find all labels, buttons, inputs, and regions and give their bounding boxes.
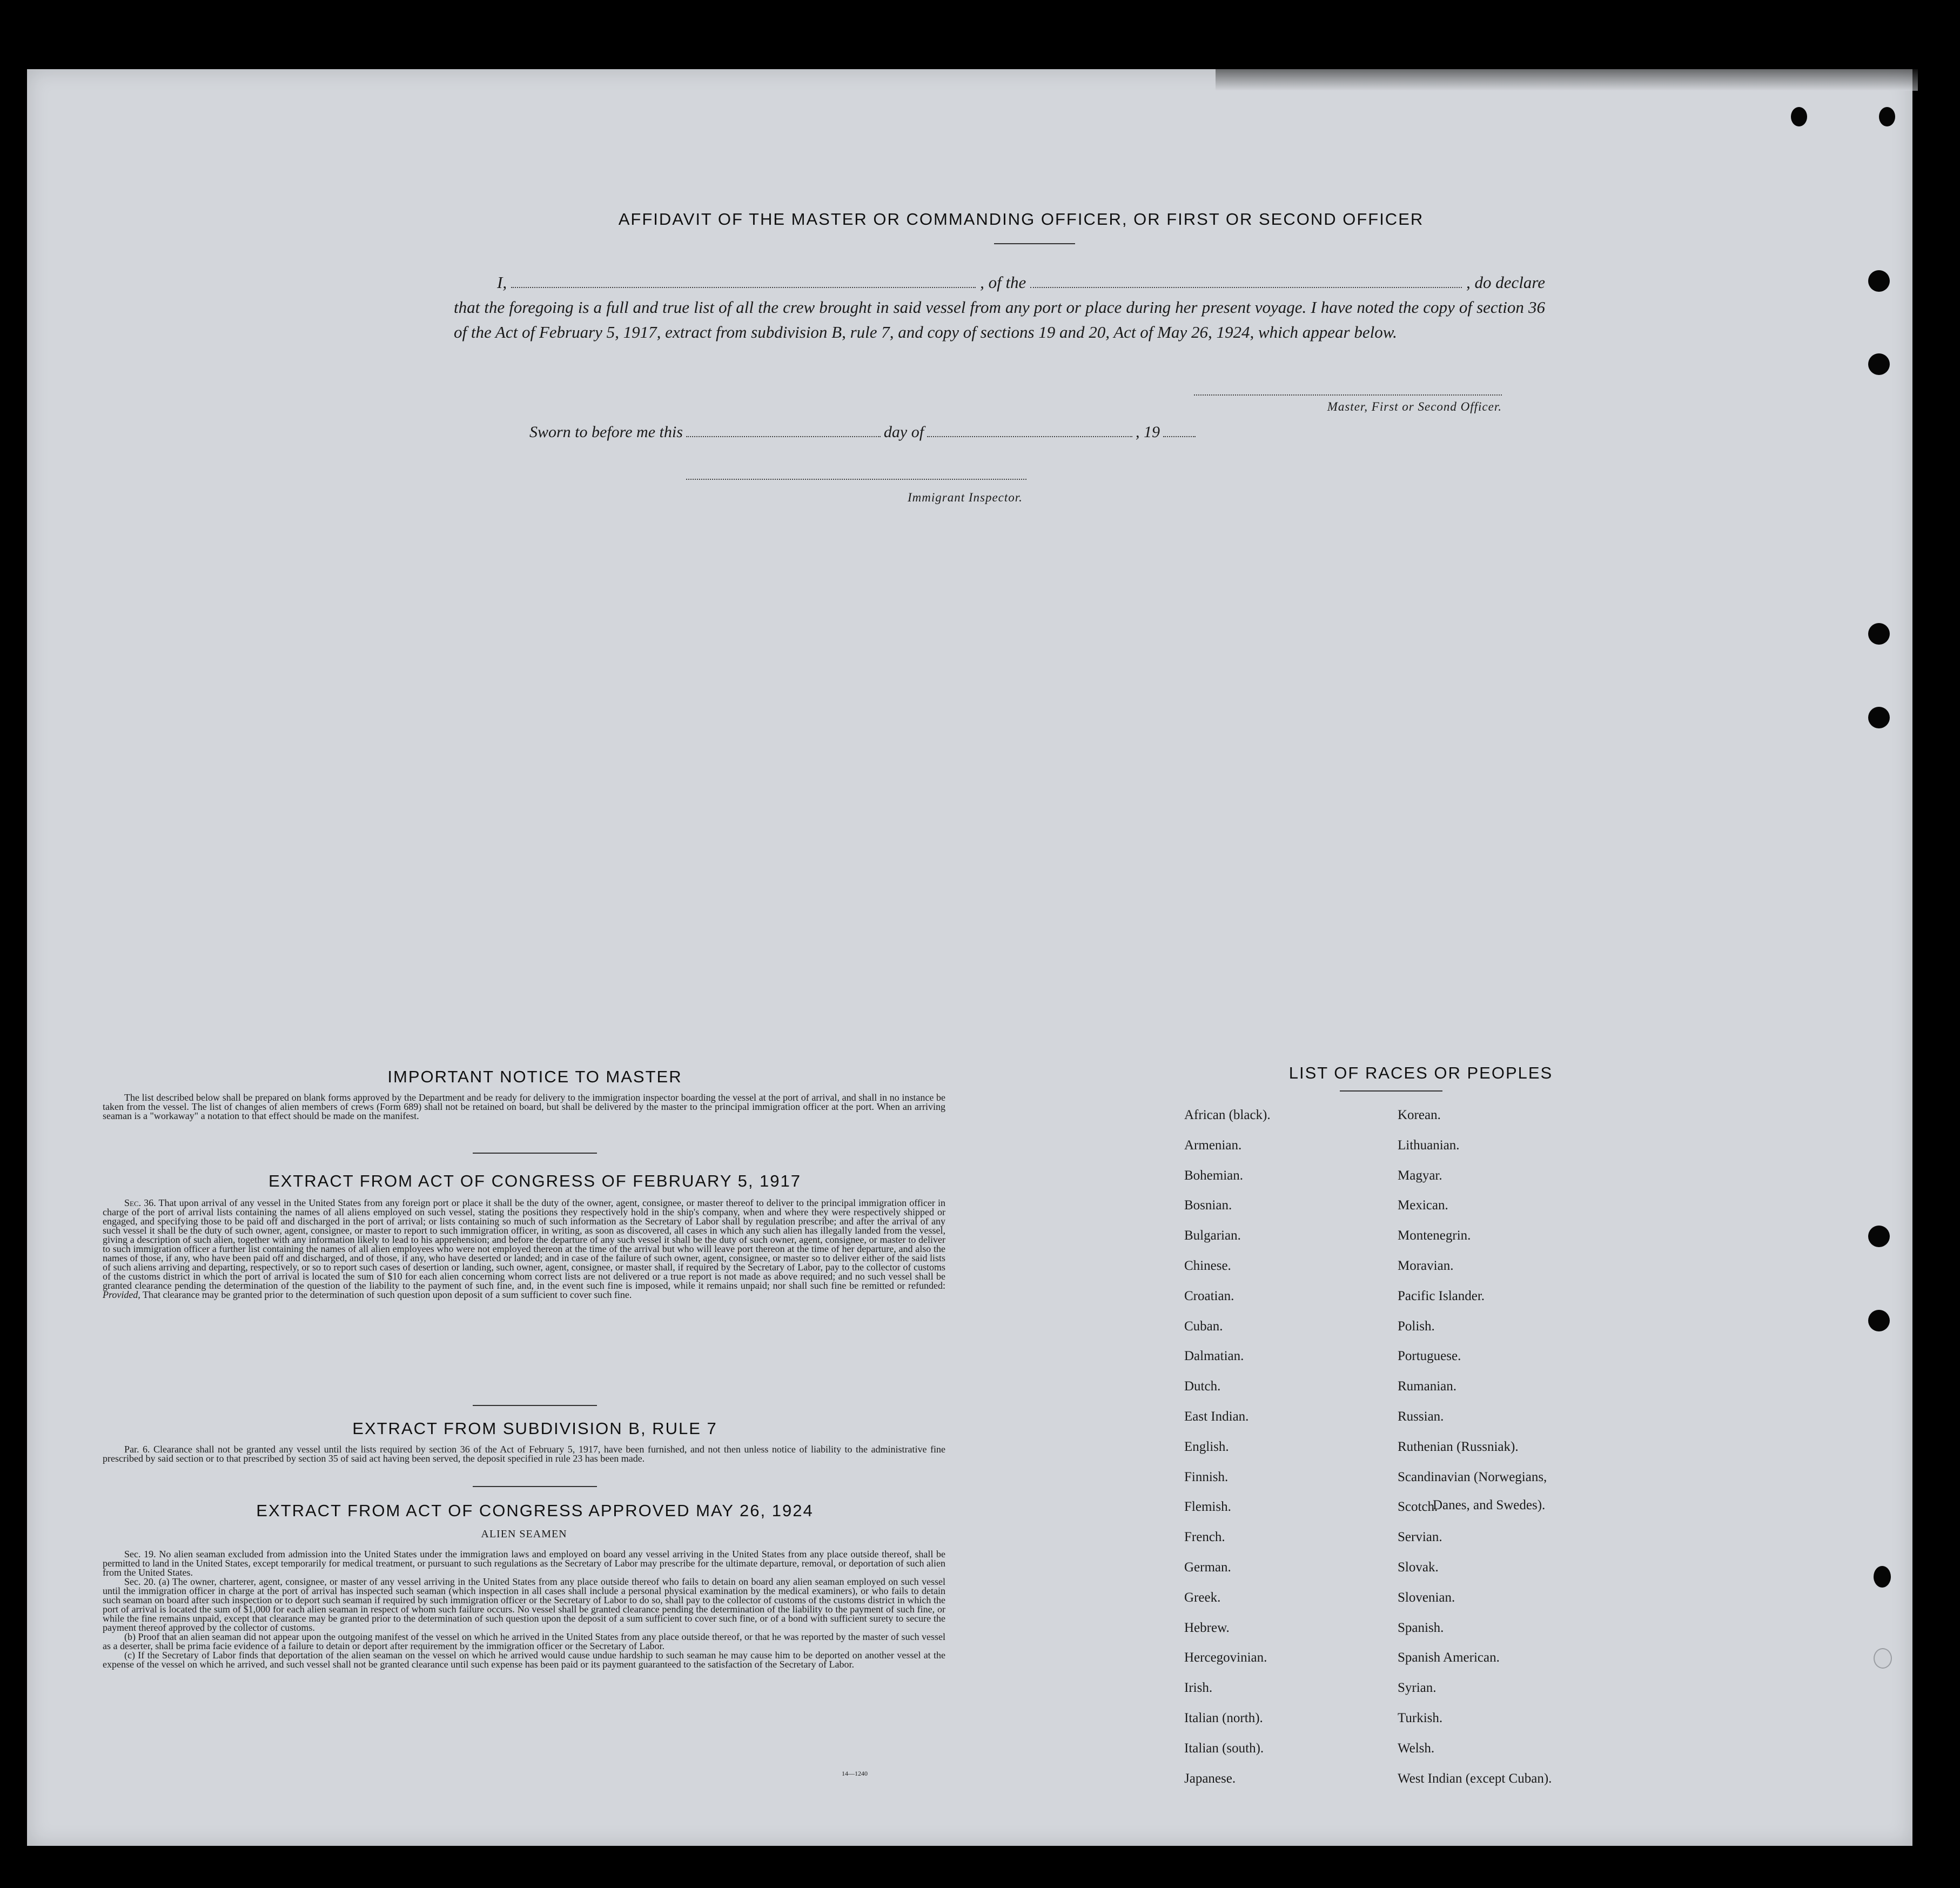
binder-hole-icon (1874, 1648, 1892, 1669)
notice-paragraph: The list described below shall be prepared on blank forms approved by the Department and be ready for delivery to the immigration inspector boarding the vessel at the port of arrival, and shall in no instance be taken from the vessel. The list of changes of alien members of crews (Form 689) shall not be retained on board, but shall be delivered by the master to the principal immigration officer at the port. When an arriving seaman is a "workaway" a notation to that effect should be made on the manifest. (103, 1092, 945, 1121)
proviso-text: That clearance may be granted prior to the determination of such question upon deposit of a sum sufficient to cover such fine. (143, 1289, 632, 1300)
race-item: Chinese. (1184, 1258, 1231, 1273)
master-signature-caption: Master, First or Second Officer. (1327, 400, 1502, 413)
document-page (27, 69, 1912, 1846)
binder-hole-icon (1874, 1566, 1891, 1588)
extract-rule7-title: EXTRACT FROM SUBDIVISION B, RULE 7 (352, 1419, 717, 1438)
race-item: Dalmatian. (1184, 1349, 1244, 1364)
race-item: Japanese. (1184, 1771, 1236, 1786)
race-item: Armenian. (1184, 1137, 1242, 1153)
race-item: French. (1184, 1530, 1225, 1545)
notice-text (103, 1093, 945, 1121)
master-signature-line[interactable] (1194, 394, 1502, 396)
affidavit-i: I, (497, 273, 507, 292)
torn-edge (1216, 69, 1918, 91)
race-item: Spanish. (1398, 1620, 1444, 1635)
affidavit-of-the: , of the (980, 273, 1026, 292)
race-item: Spanish American. (1398, 1650, 1500, 1665)
race-item: Welsh. (1398, 1740, 1435, 1756)
sworn-day-field[interactable] (686, 425, 881, 437)
sworn-prefix: Sworn to before me this (529, 423, 683, 441)
race-item: Turkish. (1398, 1710, 1443, 1725)
race-item: German. (1184, 1559, 1231, 1575)
race-item: Hebrew. (1184, 1620, 1230, 1635)
divider (994, 243, 1075, 244)
scandinavian-continuation: Danes, and Swedes). (1433, 1498, 1546, 1512)
race-item: Greek. (1184, 1590, 1221, 1605)
binder-hole-icon (1868, 1310, 1890, 1331)
race-item: Moravian. (1398, 1258, 1454, 1273)
race-item: Bulgarian. (1184, 1228, 1241, 1243)
divider (473, 1153, 597, 1154)
extract-rule7-text (103, 1445, 945, 1463)
race-item: Magyar. (1398, 1168, 1442, 1183)
binder-hole-icon (1868, 707, 1890, 728)
sworn-year-prefix: , 19 (1136, 423, 1160, 441)
race-item: Rumanian. (1398, 1379, 1457, 1394)
sworn-month-field[interactable] (927, 425, 1132, 437)
race-item: Slovenian. (1398, 1590, 1455, 1605)
sworn-year-field[interactable] (1163, 425, 1196, 437)
sec20b-paragraph: (b) Proof that an alien seaman did not appear upon the outgoing manifest of the vessel on which he arrived in the United States from any place outside thereof, or that he was reported by the master of such vessel as a deserter, shall be prima facie evidence of a failure to detain or deport after requirement by the immigration officer or the Secretary of Labor. (103, 1631, 945, 1651)
race-item: Irish. (1184, 1681, 1213, 1696)
races-title: LIST OF RACES OR PEOPLES (1288, 1063, 1553, 1082)
race-item: Slovak. (1398, 1559, 1439, 1575)
affidavit-first-line (454, 270, 1545, 295)
affidavit-do-declare: , do declare (1466, 273, 1545, 292)
sec20a-paragraph: Sec. 20. (a) The owner, charterer, agent, consignee, or master of any vessel arriving in the United States from any place outside thereof who fails to detain on board any alien seaman employed on such vessel until the immigration officer in charge at the port of arrival has inspected such seaman (which inspection in all cases shall include a personal physical examination by the medical examiners), or who fails to detain such seaman on board after such inspection or to deport such seaman if required by such immigration officer or the Secretary of Labor to do so, shall pay to the collector of customs of the customs district in which the port of arrival is located the sum of $1,000 for each alien seaman in respect of whom such failure occurs. No vessel shall be granted clearance pending the determination of the liability to the payment of such fine, or while the fine remains unpaid, except that clearance may be granted prior to the determination of such question upon the deposit of a sum sufficient to cover such fine, or of a bond with sufficient surety to secure the payment thereof approved by the collector of customs. (103, 1576, 945, 1633)
race-item: Scotch. (1398, 1499, 1438, 1515)
binder-hole-icon (1868, 353, 1890, 375)
binder-hole-icon (1868, 270, 1890, 292)
race-item: Russian. (1398, 1409, 1444, 1424)
race-item: Montenegrin. (1398, 1228, 1471, 1243)
race-item: Finnish. (1184, 1469, 1229, 1484)
race-item: Servian. (1398, 1530, 1442, 1545)
extract-1917-text (103, 1199, 945, 1300)
sworn-day-of: day of (883, 423, 924, 441)
race-item: Flemish. (1184, 1499, 1231, 1515)
race-item: West Indian (except Cuban). (1398, 1771, 1552, 1786)
binder-hole-icon (1868, 623, 1890, 645)
section-label: Sec. 36. (124, 1197, 156, 1208)
inspector-signature-line[interactable] (686, 479, 1026, 480)
binder-hole-icon (1791, 107, 1807, 126)
race-item: Korean. (1398, 1108, 1441, 1122)
race-item: Cuban. (1184, 1318, 1223, 1334)
divider (1340, 1090, 1442, 1092)
proviso-label: Provided, (103, 1289, 140, 1300)
divider (473, 1405, 597, 1406)
rule7-paragraph: Par. 6. Clearance shall not be granted any vessel until the lists required by section 36 of the Act of February 5, 1917, have been furnished, and not then unless notice of liability to the administrative fine prescribed by said section or to that prescribed by section 35 of said act having been served, the deposit specified in rule 23 has been made. (103, 1444, 945, 1464)
sec19-paragraph: Sec. 19. No alien seaman excluded from admission into the United States under the immigration laws and employed on board any vessel arriving in the United States from any place outside thereof, shall be permitted to land in the United States, except temporarily for medical treatment, or pursuant to such regulations as the Secretary of Labor may prescribe for the ultimate departure, removal, or deportation of such alien from the United States. (103, 1549, 945, 1578)
sworn-line (529, 423, 1199, 441)
races-right-column (1398, 1108, 1552, 1801)
race-item: African (black). (1184, 1108, 1271, 1122)
extract-1924-text (103, 1550, 945, 1669)
form-number: 14—1240 (842, 1770, 868, 1777)
binder-hole-icon (1879, 107, 1895, 126)
race-item: Italian (north). (1184, 1710, 1263, 1725)
race-item: Polish. (1398, 1318, 1435, 1334)
inspector-caption: Immigrant Inspector. (908, 491, 1023, 504)
affidavit-body (454, 270, 1545, 345)
race-item: Croatian. (1184, 1288, 1234, 1303)
race-item: East Indian. (1184, 1409, 1249, 1424)
race-item: Hercegovinian. (1184, 1650, 1267, 1665)
race-item: Syrian. (1398, 1681, 1437, 1696)
name-field[interactable] (511, 274, 976, 288)
section-text: That upon arrival of any vessel in the United States from any foreign port or place it shall be the duty of the owner, agent, consignee, or master thereof to deliver to the principal immigration officer in charge of the port of arrival lists containing the names of all aliens employed on such vessel, stating the positions they respectively hold in the ship's company, when and where they were respectively shipped or engaged, and specifying those to be paid off and discharged in the port of arrival; or lists containing so much of such information as the Secretary of Labor shall by regulation prescribe; and after the arrival of any such vessel it shall be the duty of such owner, agent, consignee, or master to report to such immigration officer, in writing, as soon as discovered, all cases in which any such alien has illegally landed from the vessel, giving a description of such alien, together with any information likely to lead to his apprehension; and before the departure of any such vessel it shall be the duty of such owner, agent, consignee, or master to deliver to such immigration officer a further list containing the names of all alien employees who were not employed thereon at the time of the arrival but who will leave port thereon at the time of her departure, and also the names of those, if any, who have been paid off and discharged, and of those, if any, who have deserted or landed; and in case of the failure of such owner, agent, consignee, or master so to deliver either of the said lists of such aliens arriving and departing, respectively, or so to report such cases of desertion or landing, such owner, agent, consignee, or master shall, if required by the Secretary of Labor, pay to the collector of customs of the customs district in which the port of arrival is located the sum of $10 for each alien concerning whom correct lists are not delivered or a true report is not made as above required; and no such vessel shall be granted clearance pending the determination of the question of the liability to the payment of such fine, and, in the event such fine is imposed, while it remains unpaid; nor shall such fine be remitted or refunded: (103, 1197, 946, 1291)
race-item: Portuguese. (1398, 1349, 1461, 1364)
notice-title: IMPORTANT NOTICE TO MASTER (387, 1067, 682, 1086)
race-item: English. (1184, 1439, 1229, 1454)
extract-1917-paragraph (103, 1199, 945, 1300)
divider (473, 1486, 597, 1487)
affidavit-title: AFFIDAVIT OF THE MASTER OR COMMANDING OFFICER, OR FIRST OR SECOND OFFICER (618, 210, 1424, 229)
race-item: Bohemian. (1184, 1168, 1244, 1183)
race-item: Bosnian. (1184, 1198, 1232, 1213)
race-item: Dutch. (1184, 1379, 1221, 1394)
race-item: Mexican. (1398, 1198, 1448, 1213)
races-left-column (1184, 1108, 1271, 1801)
race-item: Lithuanian. (1398, 1137, 1460, 1153)
race-item: Scandinavian (Norwegians, (1398, 1469, 1547, 1484)
affidavit-text: that the foregoing is a full and true list of all the crew brought in said vessel from any port or place during her present voyage. I have noted the copy of section 36 of the Act of February 5, 1917, extract from subdivision B, rule 7, and copy of sections 19 and 20, Act of May 26, 1924, which appear below. (454, 298, 1545, 342)
alien-seamen-subtitle: ALIEN SEAMEN (481, 1528, 567, 1540)
race-item: Pacific Islander. (1398, 1288, 1485, 1303)
race-item: Italian (south). (1184, 1740, 1264, 1756)
vessel-field[interactable] (1030, 274, 1462, 288)
extract-1917-title: EXTRACT FROM ACT OF CONGRESS OF FEBRUARY 5, 1917 (268, 1171, 802, 1190)
sec20c-paragraph: (c) If the Secretary of Labor finds that deportation of the alien seaman on the vessel on which he arrived would cause undue hardship to such seaman he may cause him to be deported on another vessel at the expense of the vessel on which he arrived, and such vessel shall not be granted clearance until such expense has been paid or its payment guaranteed to the satisfaction of the Secretary of Labor. (103, 1650, 945, 1670)
extract-1924-title: EXTRACT FROM ACT OF CONGRESS APPROVED MAY 26, 1924 (256, 1501, 814, 1520)
race-item: Ruthenian (Russniak). (1398, 1439, 1519, 1454)
binder-hole-icon (1868, 1226, 1890, 1247)
